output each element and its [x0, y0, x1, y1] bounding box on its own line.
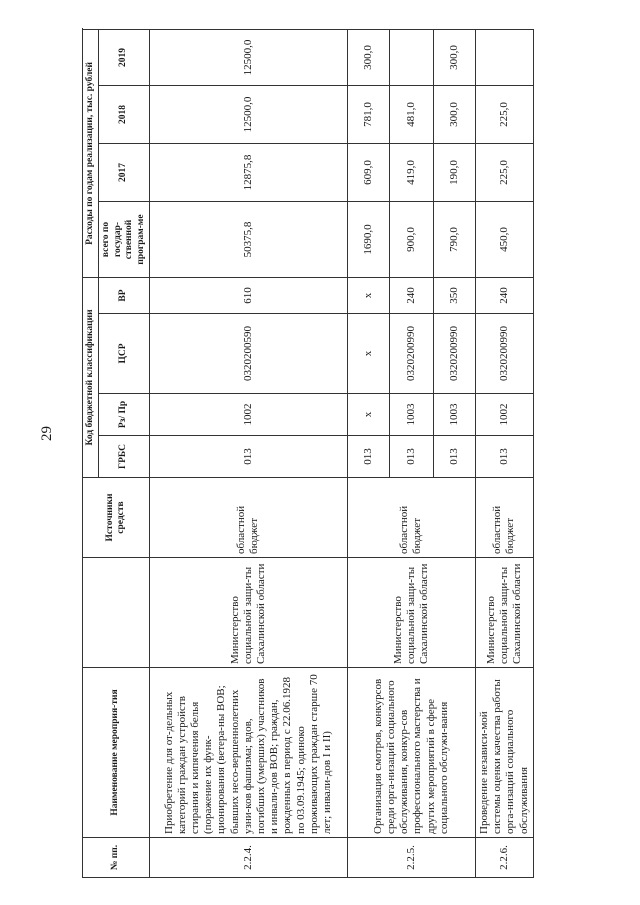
table-row: [347, 29, 389, 877]
header-executor: [83, 558, 150, 668]
row-executor: Министерство социальной защи-ты Сахалинской области: [347, 558, 475, 668]
header-expenses-group: Расходы по годам реализации, тыс. рублей: [83, 29, 99, 277]
row-source: областной бюджет: [149, 478, 347, 558]
cell-rzpr: 1002: [475, 394, 533, 436]
cell-vr: 240: [389, 277, 433, 313]
cell-grbs: 013: [389, 436, 433, 478]
header-csr: ЦСР: [99, 314, 150, 394]
header-source: Источники средств: [83, 478, 150, 558]
row-num: 2.2.5.: [347, 838, 475, 878]
cell-2017: 190,0: [433, 143, 475, 201]
cell-csr: 0320200990: [433, 314, 475, 394]
cell-grbs: 013: [433, 436, 475, 478]
cell-2018: 300,0: [433, 85, 475, 143]
cell-rzpr: 1003: [433, 394, 475, 436]
cell-2019: 300,0: [347, 29, 389, 85]
header-2019: 2019: [99, 29, 150, 85]
cell-vr: 610: [149, 277, 347, 313]
row-source: областной бюджет: [475, 478, 533, 558]
header-budget-code-group: Код бюджетной классификации: [83, 277, 99, 477]
cell-vr: 350: [433, 277, 475, 313]
cell-csr: 0320200590: [149, 314, 347, 394]
table-row: [475, 29, 533, 877]
cell-grbs: 013: [347, 436, 389, 478]
row-source: областной бюджет: [347, 478, 475, 558]
header-2017: 2017: [99, 143, 150, 201]
cell-rzpr: 1003: [389, 394, 433, 436]
cell-csr: х: [347, 314, 389, 394]
cell-vr: 240: [475, 277, 533, 313]
cell-total: 900,0: [389, 201, 433, 277]
header-name: Наименование мероприя-тия: [83, 668, 150, 838]
cell-2019: [389, 29, 433, 85]
row-name: Проведение независи-мой системы оценки качества работы орга-низаций социального обслуживания: [475, 668, 533, 838]
cell-2018: 481,0: [389, 85, 433, 143]
header-num: № пп.: [83, 838, 150, 878]
header-2018: 2018: [99, 85, 150, 143]
row-executor: Министерство социальной защи-ты Сахалинской области: [475, 558, 533, 668]
cell-2019: [475, 29, 533, 85]
header-total: всего по государ-ственной програм-ме: [99, 201, 150, 277]
cell-2018: 781,0: [347, 85, 389, 143]
cell-total: 450,0: [475, 201, 533, 277]
table-container: [82, 30, 530, 878]
row-num: 2.2.6.: [475, 838, 533, 878]
cell-grbs: 013: [149, 436, 347, 478]
cell-2017: 225,0: [475, 143, 533, 201]
cell-grbs: 013: [475, 436, 533, 478]
row-num: 2.2.4.: [149, 838, 347, 878]
budget-table: [82, 29, 534, 878]
cell-vr: х: [347, 277, 389, 313]
header-grbs: ГРБС: [99, 436, 150, 478]
cell-total: 50375,8: [149, 201, 347, 277]
cell-2017: 609,0: [347, 143, 389, 201]
table-row: [149, 29, 347, 877]
cell-rzpr: х: [347, 394, 389, 436]
cell-rzpr: 1002: [149, 394, 347, 436]
cell-2018: 225,0: [475, 85, 533, 143]
row-name: Приобретение для от-дельных категорий граждан устройств стирания и кипячения белья (поражение их функ-ционирования (ветера-ны ВОВ; бывших несо-вершеннолетних узни-ков фашизма; вдов, погибших (умерших) участников и инвали-дов ВОВ; граждан, рожденных в период с 22.06.1928 по 03.09.1945; одиноко проживающих граждан старше 70 лет; инвали-дов I и II): [149, 668, 347, 838]
page-number: 29: [39, 426, 55, 441]
header-vr: ВР: [99, 277, 150, 313]
cell-2019: 12500,0: [149, 29, 347, 85]
cell-2017: 419,0: [389, 143, 433, 201]
row-name: Организация смотров, конкурсов среди орга-низаций социального обслуживания, конкур-сов профессионального мастерства и других мероприятий в сфере социального обслужи-вания: [347, 668, 475, 838]
cell-csr: 0320200990: [389, 314, 433, 394]
header-rzpr: Рз/ Пр: [99, 394, 150, 436]
cell-csr: 0320200990: [475, 314, 533, 394]
cell-2018: 12500,0: [149, 85, 347, 143]
cell-2019: 300,0: [433, 29, 475, 85]
cell-2017: 12875,8: [149, 143, 347, 201]
rotated-table-area: [82, 30, 530, 878]
row-executor: Министерство социальной защи-ты Сахалинской области: [149, 558, 347, 668]
cell-total: 1690,0: [347, 201, 389, 277]
cell-total: 790,0: [433, 201, 475, 277]
